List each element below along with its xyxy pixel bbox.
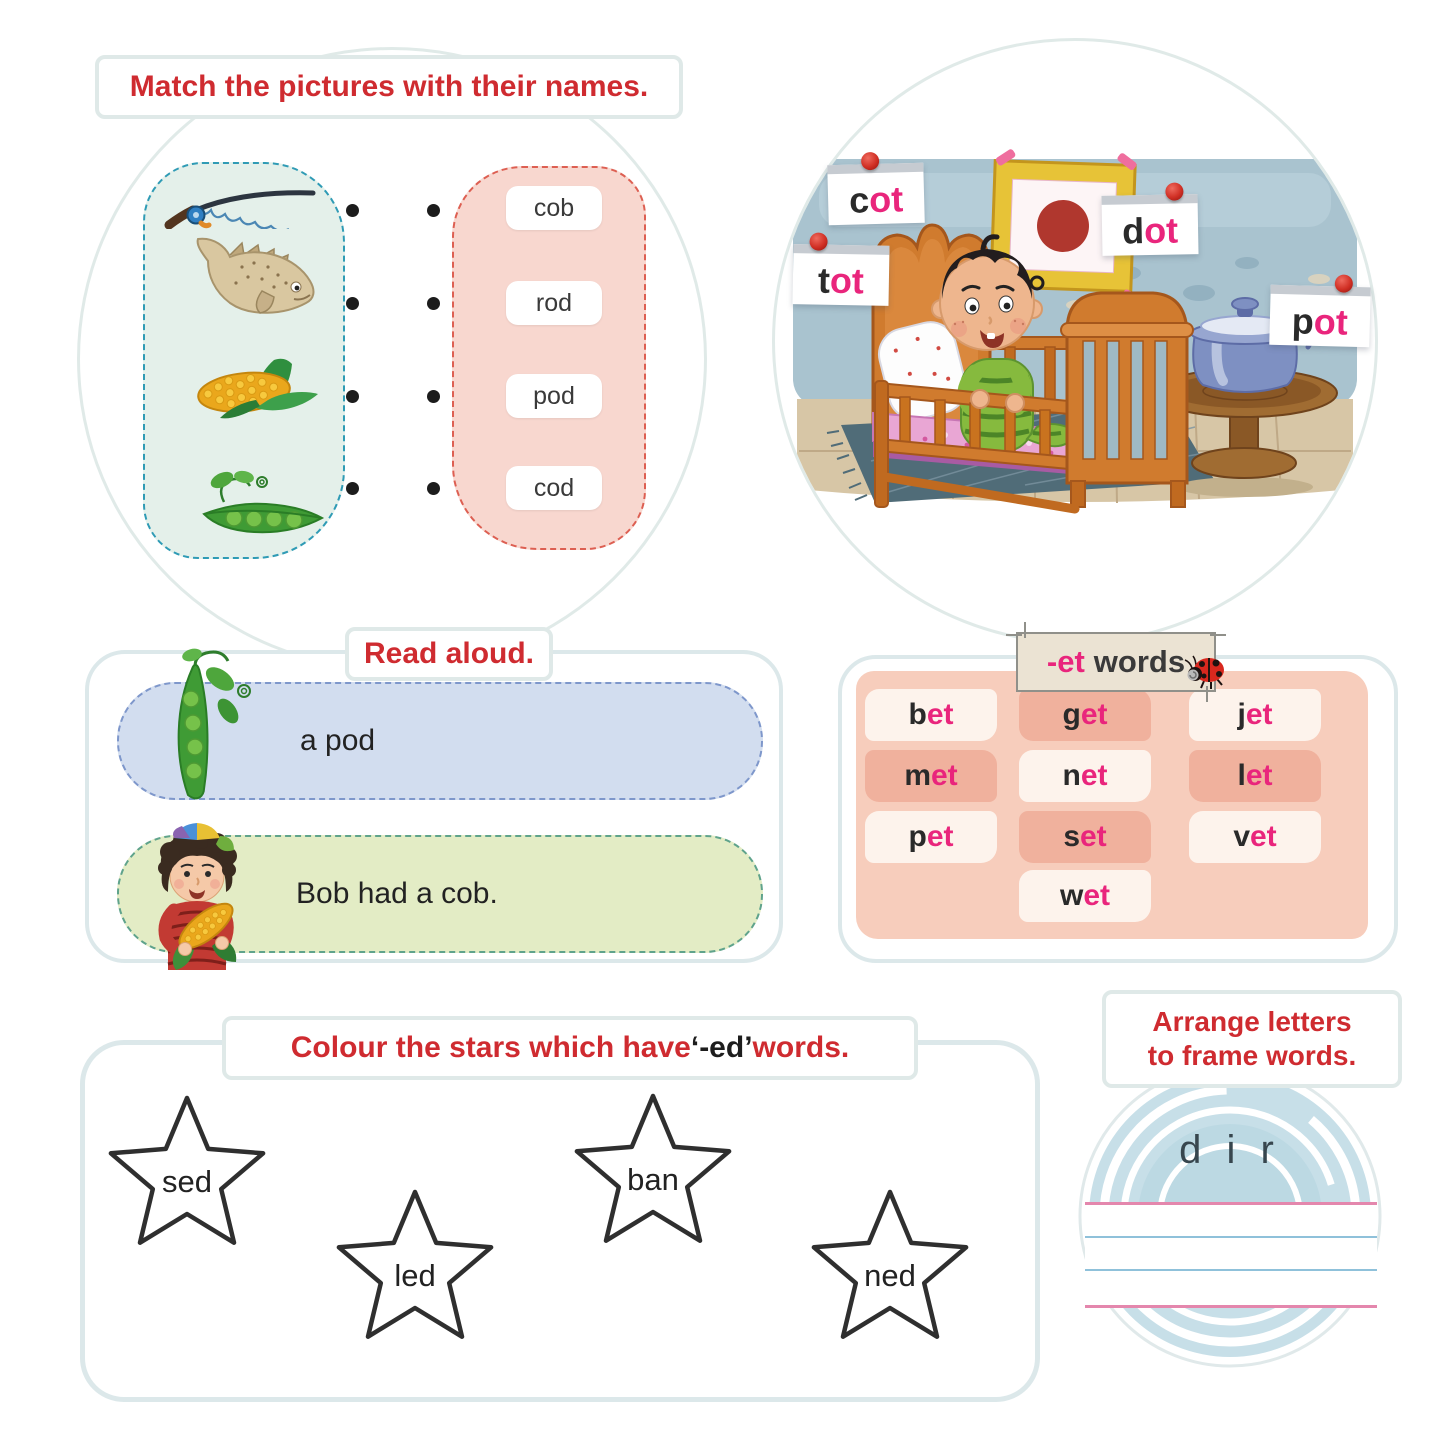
vet-onset: v — [1233, 820, 1250, 853]
pea-pod-icon — [158, 645, 258, 813]
et-word-bet — [865, 689, 997, 741]
tot-onset: t — [817, 260, 831, 302]
bet-rime: et — [926, 698, 954, 731]
arrange-writing-lines[interactable] — [1085, 1202, 1377, 1308]
et-word-vet — [1189, 811, 1321, 863]
wet-rime: et — [1083, 879, 1111, 912]
dot-rime: ot — [1143, 209, 1179, 252]
et-word-pet — [865, 811, 997, 863]
jet-rime: et — [1245, 698, 1273, 731]
cot-onset: c — [848, 179, 870, 222]
fishing-rod-icon — [163, 183, 319, 229]
star-ban-label: ban — [627, 1162, 679, 1197]
set-rime: et — [1080, 820, 1107, 853]
cod-fish-icon — [184, 233, 334, 329]
read-aloud-title-text: Read aloud. — [363, 637, 535, 670]
scene-card-pot — [1269, 285, 1371, 348]
pet-onset: p — [908, 820, 927, 853]
boy-with-corn-icon — [138, 818, 256, 970]
match-word-rod[interactable] — [506, 281, 602, 325]
pot-onset: p — [1291, 300, 1315, 343]
star-sed-label: sed — [162, 1164, 212, 1199]
sketch-tick — [1024, 622, 1026, 638]
stars-title-part1: Colour the stars which have — [290, 1031, 691, 1064]
match-word-cod[interactable] — [506, 466, 602, 510]
match-dot-left-4[interactable] — [346, 482, 359, 495]
pot-rime: ot — [1313, 301, 1349, 344]
match-dot-right-3[interactable] — [427, 390, 440, 403]
match-word-cod-label: cod — [533, 473, 575, 502]
card-strip — [1271, 285, 1371, 297]
writing-line — [1085, 1236, 1377, 1238]
star-ned[interactable] — [797, 1186, 983, 1346]
et-word-let — [1189, 750, 1321, 802]
arrange-letters-given: d i r — [1179, 1127, 1281, 1172]
card-strip — [793, 244, 889, 255]
scene-card-dot — [1101, 194, 1198, 256]
et-word-get — [1019, 689, 1151, 741]
get-onset: g — [1062, 698, 1081, 731]
pea-pod-icon — [196, 468, 330, 538]
read-aloud-title — [345, 627, 553, 681]
arrange-title-line1: Arrange letters — [1152, 1006, 1352, 1038]
read-aloud-sentence-2: Bob had a cob. — [296, 877, 498, 910]
match-dot-right-1[interactable] — [427, 204, 440, 217]
match-word-cob[interactable] — [506, 186, 602, 230]
jet-onset: j — [1237, 698, 1246, 731]
arrange-title — [1102, 990, 1402, 1088]
star-ban[interactable] — [560, 1090, 746, 1250]
star-led[interactable] — [322, 1186, 508, 1346]
star-ned-label: ned — [864, 1258, 916, 1293]
stars-title — [222, 1016, 918, 1080]
match-word-rod-label: rod — [535, 288, 573, 317]
tot-rime: ot — [829, 260, 865, 302]
et-tag-prefix: -et — [1046, 644, 1085, 679]
bet-onset: b — [908, 698, 927, 731]
cot-rime: ot — [868, 178, 904, 221]
sketch-tick — [1006, 634, 1022, 636]
ladybug-icon — [1182, 648, 1230, 690]
match-word-pod[interactable] — [506, 374, 602, 418]
match-dot-right-2[interactable] — [427, 297, 440, 310]
read-aloud-sentence-1: a pod — [300, 724, 376, 757]
star-sed[interactable] — [94, 1092, 280, 1252]
et-word-set — [1019, 811, 1151, 863]
let-rime: et — [1245, 759, 1273, 792]
et-word-met — [865, 750, 997, 802]
met-onset: m — [904, 759, 931, 792]
net-rime: et — [1080, 759, 1108, 792]
et-word-wet — [1019, 870, 1151, 922]
scene-card-cot — [827, 163, 925, 225]
stars-title-part2: words. — [752, 1031, 850, 1064]
wet-onset: w — [1059, 879, 1084, 912]
scene-card-tot — [792, 244, 889, 306]
match-dot-left-3[interactable] — [346, 390, 359, 403]
et-word-jet — [1189, 689, 1321, 741]
match-word-pod-label: pod — [533, 381, 575, 410]
net-onset: n — [1062, 759, 1081, 792]
set-onset: s — [1063, 820, 1080, 853]
vet-rime: et — [1250, 820, 1277, 853]
et-word-net — [1019, 750, 1151, 802]
match-dot-left-2[interactable] — [346, 297, 359, 310]
sketch-tick — [1210, 634, 1226, 636]
et-tag-suffix: words — [1093, 644, 1186, 679]
card-strip — [1101, 194, 1197, 205]
arrange-title-line2: to frame words. — [1147, 1040, 1357, 1071]
star-led-label: led — [394, 1258, 436, 1293]
met-rime: et — [931, 759, 958, 792]
pet-rime: et — [926, 820, 954, 853]
match-title-text: Match the pictures with their names. — [129, 70, 649, 103]
match-dot-right-4[interactable] — [427, 482, 440, 495]
dot-onset: d — [1121, 210, 1145, 252]
let-onset: l — [1237, 759, 1246, 792]
stars-title-ed: ‘-ed’ — [690, 1031, 753, 1064]
match-dot-left-1[interactable] — [346, 204, 359, 217]
get-rime: et — [1080, 698, 1108, 731]
writing-line — [1085, 1269, 1377, 1271]
match-word-cob-label: cob — [533, 193, 575, 222]
corn-cob-icon — [186, 350, 336, 424]
match-activity-title — [95, 55, 683, 119]
